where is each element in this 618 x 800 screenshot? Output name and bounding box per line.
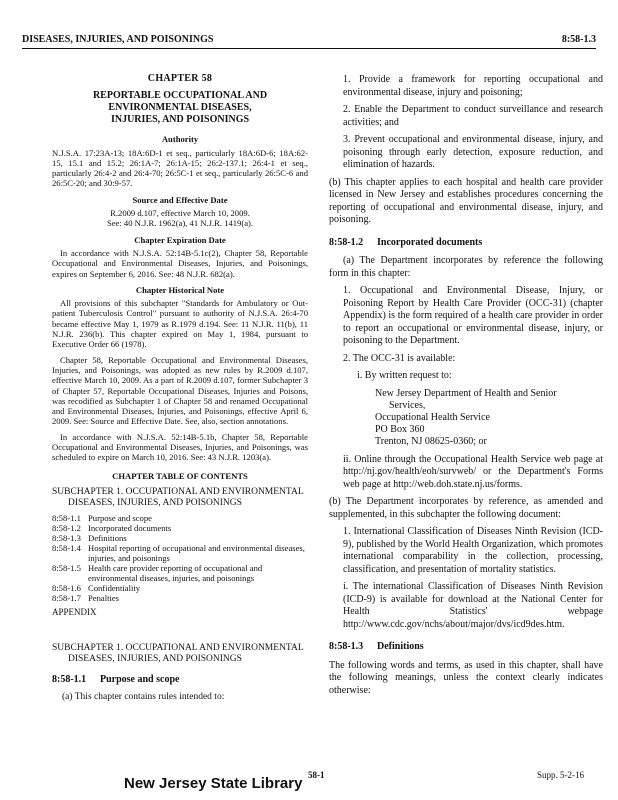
address-line: PO Box 360 <box>375 423 425 435</box>
toc-row <box>52 543 308 563</box>
library-watermark: New Jersey State Library <box>124 775 303 792</box>
toc-text: Penalties <box>88 592 120 603</box>
toc-text: Health care provider reporting of occupational and environmental diseases, injuries, and poisonings <box>88 562 263 583</box>
toc-list <box>52 513 308 603</box>
authority-text: N.J.S.A. 17:23A-13; 18A:6D-1 et seq., particularly 18A:6D-6; 18A:62-15, 15.1 and 15.2; 26:1A-7; 26:1A-15; 26:2-137.1; 26:4-1 et seq., particularly 26:4-2 and 26:4-70; 26:5C-1 et seq., particularly 26:5C-6 and 26:5C-20; and 30:9-57. <box>52 147 308 189</box>
section-paragraph: The following words and terms, as used in this chapter, shall have the following meanings, unless the context clearly indicates otherwise: <box>329 659 603 696</box>
address-line: Occupational Health Service <box>375 411 490 423</box>
left-column <box>52 74 308 702</box>
toc-row <box>52 563 308 583</box>
expiration-heading: Chapter Expiration Date <box>134 234 226 245</box>
source-line: R.2009 d.107, effective March 10, 2009. <box>110 208 250 219</box>
list-item: 3. Prevent occupational and environmental disease, injury, and poisoning through early detection, exposure reduction, and elimination of hazards. <box>343 134 603 170</box>
toc-number: 8:58-1.5 <box>52 562 81 573</box>
chapter-title <box>52 90 308 126</box>
toc-row <box>52 583 308 593</box>
section-heading <box>329 641 603 654</box>
address-line: Trenton, NJ 08625-0360; or <box>375 435 487 447</box>
toc-number: 8:58-1.3 <box>52 532 81 543</box>
toc-appendix: APPENDIX <box>52 606 97 617</box>
list-item: 2. Enable the Department to conduct surveillance and research activities; and <box>343 104 603 128</box>
section-heading <box>52 675 308 685</box>
toc-number: 8:58-1.2 <box>52 522 81 533</box>
supplement-date: Supp. 5-2-16 <box>537 770 584 780</box>
running-head-section: 8:58-1.3 <box>561 34 596 45</box>
section-paragraph: (a) This chapter contains rules intended to: <box>62 691 225 702</box>
address-line: Services, <box>389 399 426 411</box>
list-item: 1. Provide a framework for reporting occupational and environmental disease, injury and poisoning; <box>343 74 603 98</box>
mailing-address <box>329 388 603 448</box>
section-title: Purpose and scope <box>100 674 180 686</box>
list-item: 2. The OCC-31 is available: <box>343 352 456 364</box>
toc-number: 8:58-1.6 <box>52 582 81 593</box>
section-title: Definitions <box>377 641 424 652</box>
section-heading <box>329 237 603 250</box>
expiration-text: In accordance with N.J.S.A. 52:14B-5.1c(2), Chapter 58, Reportable Occupational and Environmental Diseases, Injuries, and Poisonings, expires on September 6, 2016. See: 48 N.J.R. 682(a). <box>52 247 308 279</box>
history-paragraph: Chapter 58, Reportable Occupational and Environmental Diseases, Injuries, and Poisonings, was adopted as new rules by R.2009 d.107, effective March 10, 2009. As a part of R.2009 d.107, former Subchapter 3 of Chapter 57, Reportable Occupational Diseases, Injuries and Poisons, was recodified as Subchapter 1 of Chapter 58 and renamed Occupational and Environmental Diseases, Injuries, and Poisonings, effective April 6, 2009. See: Source and Effective Date. See, also, section annotations. <box>52 354 308 427</box>
section-title: Incorporated documents <box>377 236 483 248</box>
address-line: New Jersey Department of Health and Senior <box>375 387 557 399</box>
chapter-number: CHAPTER 58 <box>147 73 213 84</box>
toc-text: Confidentiality <box>88 582 141 593</box>
toc-row <box>52 513 308 523</box>
list-item: 1. Occupational and Environmental Disease, Injury, or Poisoning Report by Health Care Provider (OCC-31) (chapter Appendix) is the form required of a health care provider in order to report an occupational or environmental disease, injury, or poisoning to the Department. <box>343 285 603 346</box>
list-item: ii. Online through the Occupational Health Service web page at http://nj.gov/health/eoh/survweb/ or the Department's Forms web page at http://web.doh.state.nj.us/forms. <box>343 453 603 490</box>
toc-row <box>52 593 308 603</box>
list-item: 1. International Classification of Diseases Ninth Revision (ICD-9), published by the World Health Organization, which promotes international comparability in the collection, processing, classification, and presentation of mortality statistics. <box>343 526 603 575</box>
list-item: i. The international Classification of Diseases Ninth Revision (ICD-9) is available for download at the National Center for Health Statistics' webpage http://www.cdc.gov/nchs/about/major/dvs/icd9des.htm. <box>343 581 603 630</box>
toc-row <box>52 523 308 533</box>
right-column <box>329 74 603 702</box>
toc-heading: CHAPTER TABLE OF CONTENTS <box>112 470 248 481</box>
history-paragraph: All provisions of this subchapter "Standards for Ambulatory or Out-patient Tuberculosis Control" pursuant to authority of N.J.S.A. 26:4-70 became effective May 1, 1979 as R.1979 d.194. See: 11 N.J.R. 11(b), 11 N.J.R. 236(b). This chapter expired on May 1, 1984, pursuant to Executive Order 66 (1978). <box>52 298 308 350</box>
toc-text: Purpose and scope <box>88 512 152 523</box>
history-paragraph: In accordance with N.J.S.A. 52:14B-5.1b, Chapter 58, Reportable Occupational and Environmental Diseases, Injuries, and Poisonings, was scheduled to expire on March 10, 2016. See: 43 N.J.R. 1203(a). <box>52 431 308 463</box>
toc-number: 8:58-1.4 <box>52 542 81 553</box>
toc-number: 8:58-1.1 <box>52 512 81 523</box>
section-number: 8:58-1.2 <box>329 236 364 248</box>
toc-text: Definitions <box>88 532 127 543</box>
chapter-title-line: ENVIRONMENTAL DISEASES, <box>108 102 252 114</box>
section-paragraph: (b) This chapter applies to each hospital and health care provider licensed in New Jersey and establishes procedures concerning the reporting of occupational and environmental disease, injury, and poisoning. <box>329 176 603 225</box>
authority-heading: Authority <box>161 134 199 145</box>
list-item: i. By written request to: <box>357 370 452 381</box>
toc-number: 8:58-1.7 <box>52 592 81 603</box>
toc-text: Incorporated documents <box>88 522 172 533</box>
page-number: 58-1 <box>308 770 325 780</box>
history-heading: Chapter Historical Note <box>135 284 225 295</box>
source-heading: Source and Effective Date <box>132 194 228 205</box>
chapter-title-line: INJURIES, AND POISONINGS <box>110 114 250 126</box>
section-paragraph: (b) The Department incorporates by reference, as amended and supplemented, in this subchapter the following document: <box>329 496 603 520</box>
toc-text: Hospital reporting of occupational and environmental diseases, injuries, and poisonings <box>88 542 305 563</box>
source-line: See: 40 N.J.R. 1962(a), 41 N.J.R. 1419(a). <box>106 218 254 229</box>
toc-row <box>52 533 308 543</box>
section-number: 8:58-1.3 <box>329 641 364 652</box>
section-paragraph: (a) The Department incorporates by reference the following form in this chapter: <box>329 255 603 279</box>
subchapter-heading: SUBCHAPTER 1. OCCUPATIONAL AND ENVIRONMENTAL DISEASES, INJURIES, AND POISONINGS <box>52 643 304 665</box>
toc-subchapter: SUBCHAPTER 1. OCCUPATIONAL AND ENVIRONMENTAL DISEASES, INJURIES, AND POISONINGS <box>52 486 304 508</box>
section-number: 8:58-1.1 <box>52 674 87 686</box>
chapter-title-line: REPORTABLE OCCUPATIONAL AND <box>92 90 268 102</box>
running-head <box>22 34 596 49</box>
running-head-title: DISEASES, INJURIES, AND POISONINGS <box>22 34 214 45</box>
